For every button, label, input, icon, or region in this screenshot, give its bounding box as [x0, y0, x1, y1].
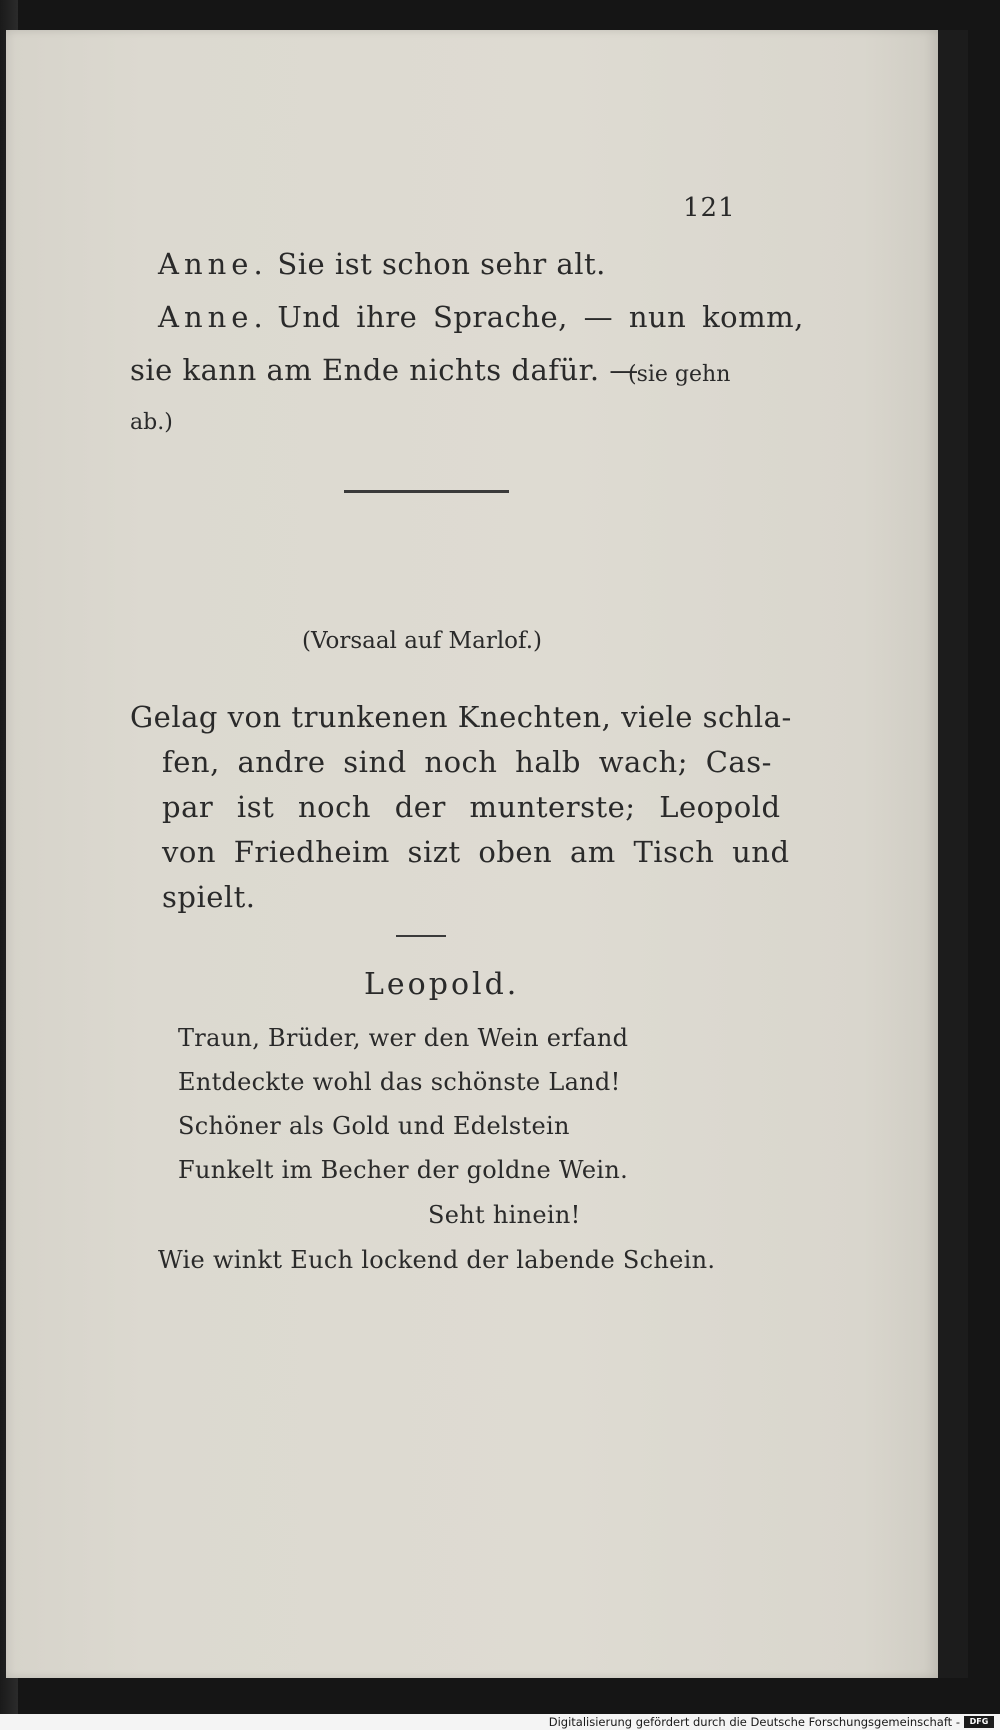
verse-line: Seht hinein! [428, 1201, 581, 1229]
short-divider [396, 935, 446, 937]
dialogue-line-2 [158, 300, 804, 334]
verse-line: Wie winkt Euch lockend der labende Schein. [158, 1246, 716, 1274]
stage-note: (sie gehn [628, 362, 731, 387]
speaker-tag: Anne. [158, 300, 268, 334]
dialogue-line-3 [130, 353, 639, 387]
verse-line: Traun, Brüder, wer den Wein erfand [178, 1024, 629, 1052]
footer-credit: Digitalisierung gefördert durch die Deutsche Forschungsgemeinschaft - [548, 1715, 960, 1729]
verse-line: Schöner als Gold und Edelstein [178, 1112, 570, 1140]
dialogue-text: Und ihre Sprache, — nun komm, [277, 300, 804, 334]
section-divider [344, 490, 509, 493]
stage-direction-line: par ist noch der munterste; Leopold [162, 790, 781, 824]
dialogue-text: Sie ist schon sehr alt. [277, 247, 606, 281]
speaker-heading: Leopold. [364, 967, 520, 1002]
stage-direction-line: fen, andre sind noch halb wach; Cas- [162, 745, 772, 779]
verse-line: Funkelt im Becher der goldne Wein. [178, 1156, 629, 1184]
book-edge-right [938, 30, 968, 1678]
dialogue-line-1 [158, 247, 606, 281]
page-number: 121 [683, 193, 736, 223]
stage-direction-line: von Friedheim sizt oben am Tisch und [162, 835, 790, 869]
dfg-logo: DFG [964, 1716, 994, 1728]
stage-direction-line: Gelag von trunkenen Knechten, viele schla- [130, 700, 792, 734]
speaker-tag: Anne. [158, 247, 268, 281]
verse-line: Entdeckte wohl das schönste Land! [178, 1068, 621, 1096]
scene-heading: (Vorsaal auf Marlof.) [302, 628, 542, 654]
stage-note-continued: ab.) [130, 410, 173, 435]
dialogue-text: sie kann am Ende nichts dafür. — [130, 353, 639, 387]
stage-direction-line: spielt. [162, 880, 256, 914]
